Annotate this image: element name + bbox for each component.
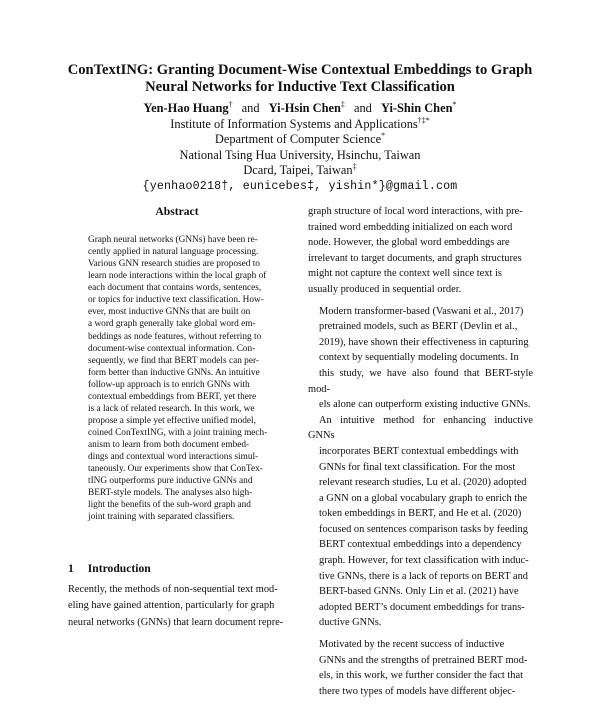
body-line: pretrained models, such as BERT (Devlin et al., [319, 321, 518, 333]
author-mark: ‡ [340, 99, 345, 109]
abstract-heading: Abstract [155, 205, 199, 218]
body-line: neural networks (GNNs) that learn document repre- [68, 616, 284, 628]
author-mark: † [228, 99, 233, 109]
author-email[interactable]: {yenhao0218†, eunicebes‡, yishin*}@gmail.com [142, 179, 458, 193]
body-line: usually produced in sequential order. [308, 283, 462, 295]
body-line: incorporates BERT contextual embeddings with [319, 445, 519, 457]
affiliation-text: National Tsing Hua University, Hsinchu, Taiwan [179, 147, 421, 162]
abstract-line: follow-up approach is to enrich GNNs with [88, 379, 250, 390]
abstract-line: propose a simple yet effective unified model, [88, 415, 256, 426]
body-line: node. However, the global word embeddings are [308, 237, 510, 249]
body-line: ductive GNNs. [319, 617, 382, 629]
body-line: Recently, the methods of non-sequential text mod- [68, 584, 278, 595]
body-line: focused on sentences comparison tasks by feeding [319, 523, 528, 535]
abstract-line: sequently, we find that BERT models can per- [88, 355, 259, 366]
abstract-line: joint training with separated classifiers. [88, 512, 235, 523]
author-list [40, 101, 560, 117]
abstract-line: or topics for inductive text classification. How- [88, 295, 264, 306]
affiliation-text: Institute of Information Systems and Applications [170, 116, 418, 131]
body-line: adopted BERT’s document embeddings for trans- [319, 601, 525, 613]
section-title: Introduction [87, 562, 151, 575]
abstract-line: Various GNN research studies are proposed to [88, 259, 260, 270]
abstract-line: each document that contains words, sentences, [88, 283, 262, 294]
body-line: eling have gained attention, particularly for graph [68, 600, 275, 612]
abstract-line: cently applied in natural language processing. [88, 247, 259, 258]
body-line: Modern transformer-based (Vaswani et al., 2017) [319, 305, 524, 317]
affiliation [40, 148, 560, 164]
introduction-body [68, 582, 286, 631]
body-line: relevant research studies, Lu et al. (2020) adopted [319, 477, 527, 489]
body-line: irrelevant to target documents, and graph structures [308, 252, 522, 264]
abstract-line: Graph neural networks (GNNs) have been re- [88, 235, 258, 245]
body-line: this study, we have also found that BERT-style mod- [308, 367, 533, 395]
body-line: Motivated by the recent success of inductive [319, 639, 505, 651]
affiliation-mark: †‡* [417, 115, 430, 125]
body-line: 2019), have shown their effectiveness in capturing [319, 336, 529, 348]
abstract-line: anism to learn from both document embed- [88, 440, 250, 451]
author-name: Yi-Shin Chen [380, 101, 453, 115]
author-conjunction: and [353, 101, 372, 115]
author-name: Yi-Hsin Chen [268, 101, 341, 115]
body-line: BERT-based GNNs. Only Lin et al. (2021) have [319, 586, 519, 598]
abstract-line: tING outperforms pure inductive GNNs and [88, 476, 253, 487]
abstract-line: contextual embeddings from BERT, yet there [88, 391, 257, 402]
body-line: a GNN on a global vocabulary graph to enrich the [319, 492, 528, 504]
author-block [40, 101, 560, 194]
paragraph [308, 304, 533, 631]
affiliation-mark: ‡ [352, 161, 357, 171]
abstract-line: BERT-style models. The analyses also high- [88, 488, 253, 499]
title-line: Neural Networks for Inductive Text Classification [145, 79, 455, 95]
affiliation [40, 132, 560, 148]
body-line: context by sequentially modeling documents. In [319, 352, 519, 364]
title-line: ConTextING: Granting Document-Wise Contextual Embeddings to Graph [67, 62, 533, 78]
body-line: there two types of models have different objec- [319, 685, 516, 697]
abstract-line: a word graph generally take global word em- [88, 319, 256, 330]
abstract-line: is a lack of related research. In this work, we [88, 403, 255, 414]
section-heading-introduction [68, 562, 151, 575]
body-line: token embeddings in BERT, and He et al. (2020) [319, 508, 522, 520]
abstract-heading-wrap [68, 205, 286, 230]
body-line: els, in this work, we further consider the fact that [319, 670, 523, 682]
body-line: GNNs and the strengths of pretrained BERT mod- [319, 654, 528, 666]
section-number: 1 [68, 562, 74, 575]
right-column-body [308, 204, 533, 705]
abstract-line: ever, most inductive GNNs that are built on [88, 307, 251, 318]
body-line: graph structure of local word interactions, with pre- [308, 206, 523, 217]
affiliation-text: Dcard, Taipei, Taiwan [243, 163, 353, 177]
body-line: trained word embedding initialized on each word [308, 221, 513, 233]
abstract-line: document-wise contextual information. Con- [88, 343, 256, 354]
abstract-line: taneously. Our experiments show that ConTex- [88, 464, 263, 475]
abstract-line: dings and contextual word interactions simul- [88, 452, 259, 463]
affiliation-text: Department of Computer Science [214, 132, 382, 146]
body-line: els alone can outperform existing inductive GNNs. [319, 399, 531, 411]
body-line: An intuitive method for enhancing inductive GNNs [308, 414, 533, 442]
affiliation [40, 163, 560, 179]
abstract-body [88, 234, 268, 524]
abstract-line: light the benefits of the sub-word graph and [88, 500, 251, 511]
author-mark: * [452, 99, 457, 109]
paragraph [308, 204, 533, 298]
paper-title [40, 62, 560, 96]
author-conjunction: and [241, 101, 260, 115]
body-line: graph. However, for text classification with induc- [319, 555, 529, 567]
paragraph [308, 637, 533, 699]
abstract-line: beddings as node features, without referring to [88, 331, 262, 342]
affiliation [40, 117, 560, 133]
body-line: GNNs for final text classification. For the most [319, 461, 516, 473]
abstract-line: form better than inductive GNNs. An intuitive [88, 367, 260, 378]
affiliation-mark: * [381, 130, 386, 140]
abstract-line: learn node interactions within the local graph of [88, 271, 267, 282]
body-line: might not capture the context well since text is [308, 268, 502, 280]
body-line: tive GNNs, there is a lack of reports on BERT and [319, 570, 528, 582]
body-line: BERT contextual embeddings into a dependency [319, 539, 522, 551]
author-name: Yen-Hao Huang [143, 101, 229, 115]
abstract-line: coined ConTextING, with a joint training mech- [88, 428, 268, 438]
